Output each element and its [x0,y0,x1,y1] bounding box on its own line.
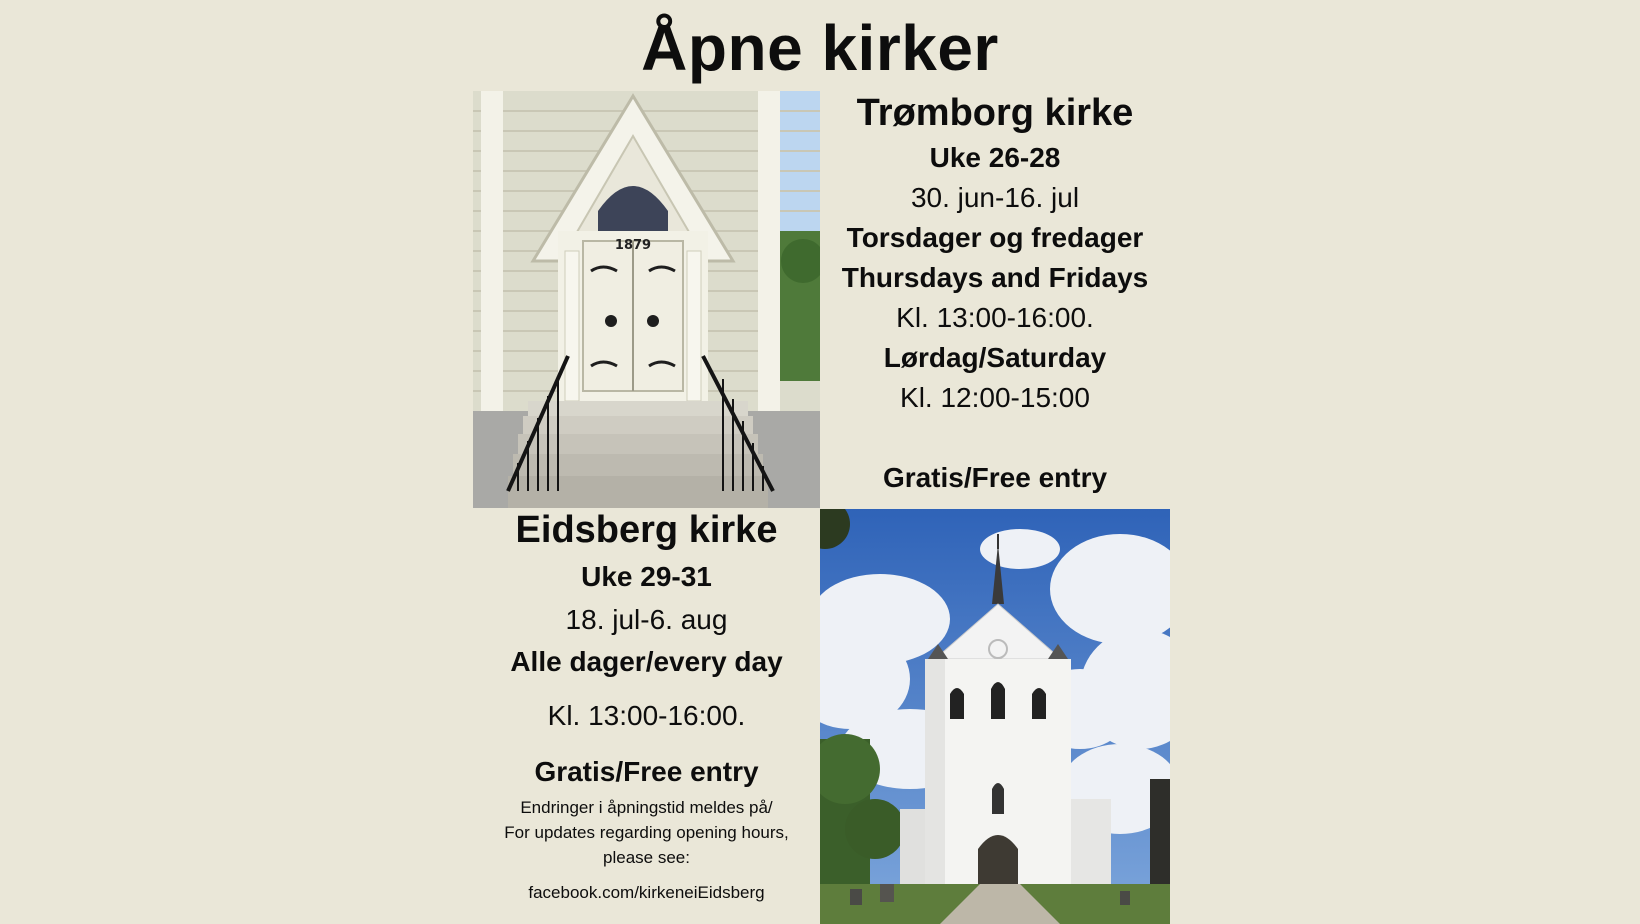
update-note-line2: For updates regarding opening hours, [504,823,789,842]
tromborg-saturday: Lørdag/Saturday [883,342,1107,373]
tromborg-name: Trømborg kirke [856,92,1134,134]
update-note-line3: please see: [603,848,690,867]
eidsberg-dates: 18. jul-6. aug [565,604,728,635]
tromborg-info [820,88,1170,498]
eidsberg-entry: Gratis/Free entry [534,756,759,787]
eidsberg-hours: Kl. 13:00-16:00. [547,700,746,731]
eidsberg-name: Eidsberg kirke [515,509,778,551]
tromborg-days-no: Torsdager og fredager [846,222,1144,253]
eidsberg-info [473,505,820,905]
tromborg-saturday-hours: Kl. 12:00-15:00 [900,382,1090,413]
tromborg-hours: Kl. 13:00-16:00. [896,302,1094,333]
page-title: Åpne kirker [641,12,999,84]
update-note-line1: Endringer i åpningstid meldes på/ [520,798,773,817]
eidsberg-church-photo [820,509,1170,924]
eidsberg-days: Alle dager/every day [510,646,783,677]
facebook-link[interactable]: facebook.com/kirkeneiEidsberg [528,883,765,902]
spacer [820,418,1170,458]
tromborg-weeks: Uke 26-28 [929,142,1061,173]
door-year-text: 1879 [614,238,652,253]
tromborg-dates: 30. jun-16. jul [910,182,1080,213]
tromborg-church-photo [473,91,820,508]
eidsberg-weeks: Uke 29-31 [581,561,712,592]
tromborg-days-en: Thursdays and Fridays [841,262,1149,293]
tromborg-entry: Gratis/Free entry [882,462,1108,493]
